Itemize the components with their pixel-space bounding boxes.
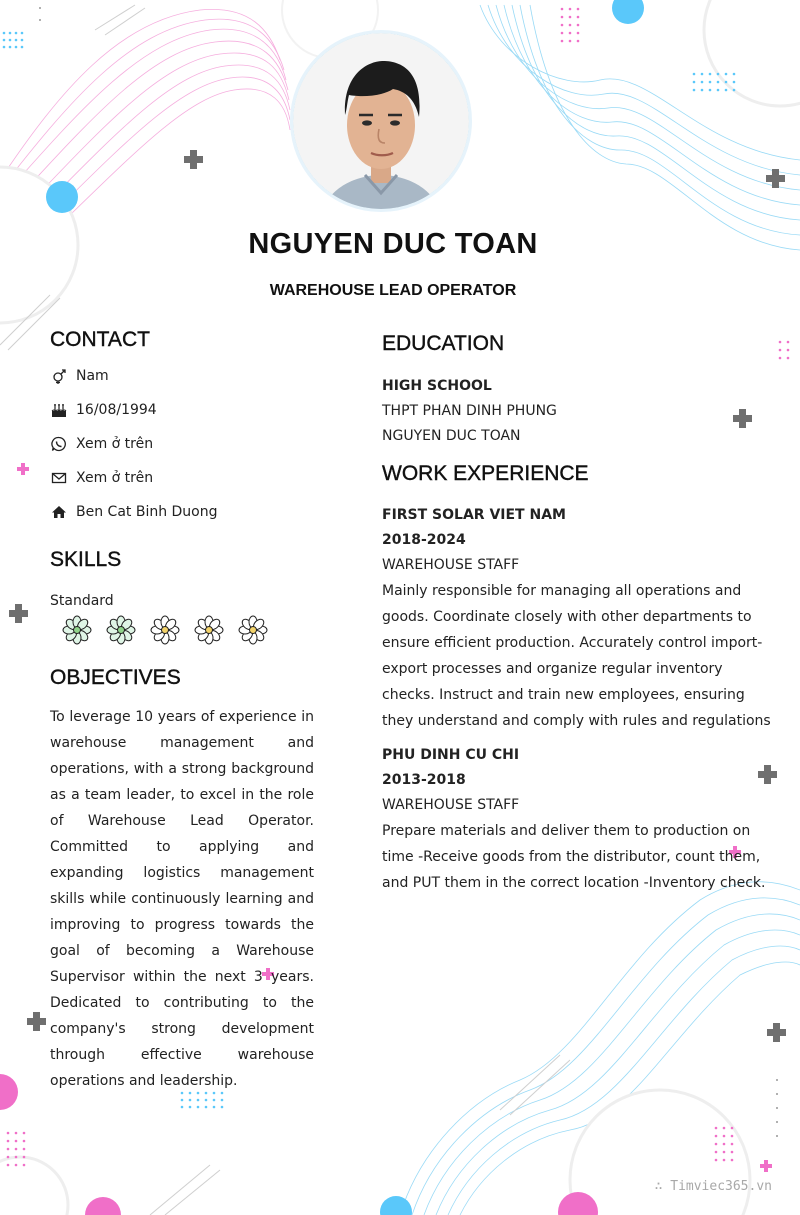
job-description: Mainly responsible for managing all operations and goods. Coordinate closely with other departments to ensure efficient production. Accurately control import-export processes and organize regular inventory checks. Instruct and train new employees, ensuring they understand and comply with rules and regulations <box>382 583 771 729</box>
objectives-text: To leverage 10 years of experience in warehouse management and operations, with a strong background as a team leader, to excel in the role of Warehouse Lead Operator. Committed to applying and expanding logistics management skills while continuously learning and improving to progress towards the goal of becoming a Warehouse Supervisor within the next 3 years. Dedicated to contributing to the company's strong development through effective warehouse operations and leadership. <box>50 709 314 1089</box>
contact-phone <box>50 433 153 455</box>
address-value: Ben Cat Binh Duong <box>76 504 218 520</box>
home-icon <box>50 503 68 521</box>
email-value[interactable]: Xem ở trên <box>76 470 154 486</box>
birthday-cake-icon <box>50 401 68 419</box>
contact-email <box>50 467 153 489</box>
education-level: HIGH SCHOOL <box>382 378 492 394</box>
envelope-icon <box>50 469 68 487</box>
skill-rating <box>60 614 270 646</box>
objectives-heading: OBJECTIVES <box>50 666 181 689</box>
job-title: WAREHOUSE LEAD OPERATOR <box>269 282 517 299</box>
rating-flower-empty <box>236 614 270 646</box>
gender-value: Nam <box>76 368 109 384</box>
skill-name: Standard <box>50 593 114 609</box>
contact-birthday <box>50 399 157 421</box>
work-heading: WORK EXPERIENCE <box>382 462 589 485</box>
job-company: FIRST SOLAR VIET NAM <box>382 507 566 523</box>
candidate-name: NGUYEN DUC TOAN <box>248 228 538 260</box>
job-description: Prepare materials and deliver them to production on time -Receive goods from the distributor, count them, and PUT them in the correct location -Inventory check. <box>382 823 766 891</box>
rating-flower-empty <box>192 614 226 646</box>
rating-flower-filled <box>60 614 94 646</box>
education-school: THPT PHAN DINH PHUNG <box>382 403 557 419</box>
education-heading: EDUCATION <box>382 332 505 355</box>
whatsapp-phone-icon <box>50 435 68 453</box>
education-entry <box>382 374 782 449</box>
job-years: 2013-2018 <box>382 772 466 788</box>
job-entry <box>382 503 778 734</box>
rating-flower-empty <box>148 614 182 646</box>
profile-photo <box>290 30 472 212</box>
job-position: WAREHOUSE STAFF <box>382 557 520 573</box>
job-years: 2018-2024 <box>382 532 466 548</box>
phone-value[interactable]: Xem ở trên <box>76 436 154 452</box>
birthday-value: 16/08/1994 <box>76 402 157 418</box>
rating-flower-filled <box>104 614 138 646</box>
job-company: PHU DINH CU CHI <box>382 747 520 763</box>
skills-heading: SKILLS <box>50 548 122 571</box>
education-student: NGUYEN DUC TOAN <box>382 428 521 444</box>
gender-icon <box>50 367 68 385</box>
contact-gender <box>50 365 109 387</box>
job-entry <box>382 743 778 896</box>
contact-address <box>50 501 218 523</box>
job-position: WAREHOUSE STAFF <box>382 797 520 813</box>
contact-heading: CONTACT <box>50 328 150 351</box>
watermark: ∴ Timviec365.vn <box>654 1179 772 1194</box>
